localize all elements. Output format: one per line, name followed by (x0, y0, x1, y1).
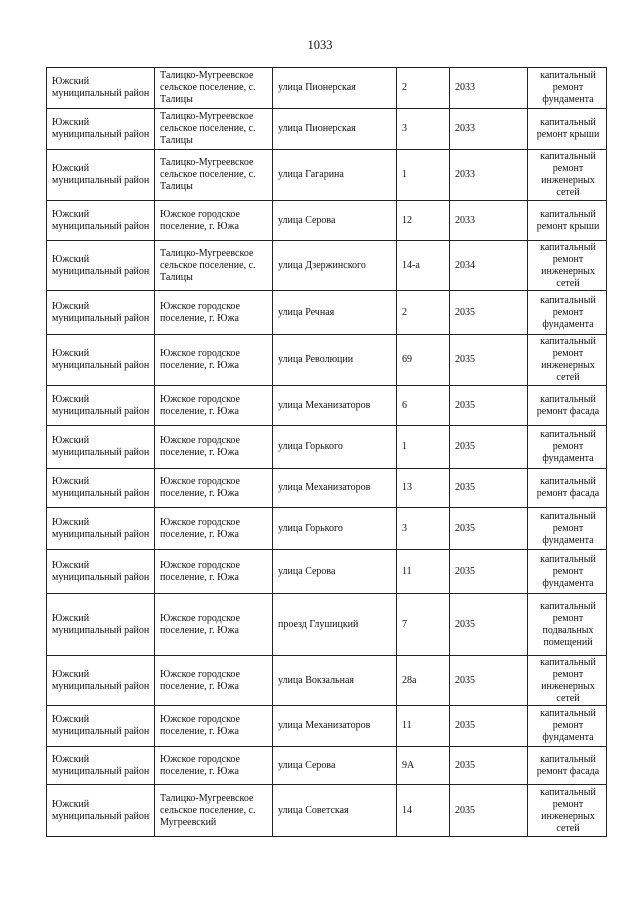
settlement-cell: Южское городское поселение, г. Южа (155, 656, 273, 706)
settlement-cell: Талицко-Мугреевское сельское поселение, с. Мугреевский (155, 785, 273, 837)
settlement-cell: Южское городское поселение, г. Южа (155, 469, 273, 508)
district-cell: Южский муниципальный район (47, 68, 155, 109)
house-number-cell: 6 (397, 386, 450, 426)
street-cell: улица Дзержинского (273, 241, 397, 291)
year-cell: 2035 (450, 656, 528, 706)
table-row (47, 785, 607, 837)
settlement-cell: Южское городское поселение, г. Южа (155, 426, 273, 469)
table-row (47, 469, 607, 508)
settlement-cell: Южское городское поселение, г. Южа (155, 335, 273, 386)
settlement-cell: Южское городское поселение, г. Южа (155, 747, 273, 785)
repair-type-cell: капитальный ремонт фундамента (528, 426, 607, 469)
district-cell: Южский муниципальный район (47, 201, 155, 241)
house-number-cell: 7 (397, 594, 450, 656)
house-number-cell: 3 (397, 508, 450, 550)
repair-type-cell: капитальный ремонт инженерных сетей (528, 335, 607, 386)
district-cell: Южский муниципальный район (47, 335, 155, 386)
year-cell: 2035 (450, 469, 528, 508)
table-row (47, 656, 607, 706)
year-cell: 2033 (450, 201, 528, 241)
district-cell: Южский муниципальный район (47, 426, 155, 469)
table-row (47, 201, 607, 241)
street-cell: улица Горького (273, 508, 397, 550)
table-row (47, 291, 607, 335)
house-number-cell: 2 (397, 68, 450, 109)
year-cell: 2035 (450, 550, 528, 594)
repair-type-cell: капитальный ремонт фасада (528, 386, 607, 426)
year-cell: 2035 (450, 785, 528, 837)
house-number-cell: 69 (397, 335, 450, 386)
repair-type-cell: капитальный ремонт фасада (528, 469, 607, 508)
district-cell: Южский муниципальный район (47, 150, 155, 201)
house-number-cell: 9А (397, 747, 450, 785)
street-cell: улица Советская (273, 785, 397, 837)
table-row (47, 594, 607, 656)
district-cell: Южский муниципальный район (47, 386, 155, 426)
district-cell: Южский муниципальный район (47, 706, 155, 747)
table-row (47, 426, 607, 469)
settlement-cell: Южское городское поселение, г. Южа (155, 386, 273, 426)
settlement-cell: Талицко-Мугреевское сельское поселение, с. Талицы (155, 68, 273, 109)
district-cell: Южский муниципальный район (47, 241, 155, 291)
repair-type-cell: капитальный ремонт фасада (528, 747, 607, 785)
street-cell: улица Серова (273, 201, 397, 241)
repair-schedule-table (46, 67, 607, 837)
district-cell: Южский муниципальный район (47, 469, 155, 508)
repair-type-cell: капитальный ремонт фундамента (528, 291, 607, 335)
year-cell: 2033 (450, 150, 528, 201)
street-cell: улица Революции (273, 335, 397, 386)
page-number: 1033 (307, 38, 333, 52)
year-cell: 2035 (450, 747, 528, 785)
table-row (47, 150, 607, 201)
street-cell: улица Речная (273, 291, 397, 335)
street-cell: улица Серова (273, 550, 397, 594)
table-row (47, 241, 607, 291)
street-cell: улица Вокзальная (273, 656, 397, 706)
district-cell: Южский муниципальный район (47, 508, 155, 550)
house-number-cell: 1 (397, 426, 450, 469)
year-cell: 2033 (450, 109, 528, 150)
street-cell: улица Серова (273, 747, 397, 785)
table-row (47, 508, 607, 550)
settlement-cell: Южское городское поселение, г. Южа (155, 550, 273, 594)
street-cell: улица Пионерская (273, 68, 397, 109)
year-cell: 2035 (450, 335, 528, 386)
repair-type-cell: капитальный ремонт фундамента (528, 550, 607, 594)
street-cell: проезд Глушицкий (273, 594, 397, 656)
street-cell: улица Механизаторов (273, 469, 397, 508)
district-cell: Южский муниципальный район (47, 785, 155, 837)
table-row (47, 747, 607, 785)
district-cell: Южский муниципальный район (47, 550, 155, 594)
repair-type-cell: капитальный ремонт инженерных сетей (528, 150, 607, 201)
repair-type-cell: капитальный ремонт фундамента (528, 68, 607, 109)
settlement-cell: Южское городское поселение, г. Южа (155, 706, 273, 747)
table-row (47, 335, 607, 386)
house-number-cell: 13 (397, 469, 450, 508)
settlement-cell: Талицко-Мугреевское сельское поселение, с. Талицы (155, 109, 273, 150)
table-row (47, 550, 607, 594)
house-number-cell: 1 (397, 150, 450, 201)
table-row (47, 109, 607, 150)
year-cell: 2034 (450, 241, 528, 291)
house-number-cell: 14-а (397, 241, 450, 291)
year-cell: 2035 (450, 706, 528, 747)
settlement-cell: Талицко-Мугреевское сельское поселение, с. Талицы (155, 241, 273, 291)
district-cell: Южский муниципальный район (47, 109, 155, 150)
house-number-cell: 14 (397, 785, 450, 837)
settlement-cell: Южское городское поселение, г. Южа (155, 201, 273, 241)
year-cell: 2035 (450, 508, 528, 550)
street-cell: улица Гагарина (273, 150, 397, 201)
district-cell: Южский муниципальный район (47, 747, 155, 785)
repair-type-cell: капитальный ремонт фундамента (528, 706, 607, 747)
street-cell: улица Механизаторов (273, 706, 397, 747)
repair-type-cell: капитальный ремонт фундамента (528, 508, 607, 550)
street-cell: улица Механизаторов (273, 386, 397, 426)
year-cell: 2035 (450, 594, 528, 656)
house-number-cell: 12 (397, 201, 450, 241)
repair-type-cell: капитальный ремонт инженерных сетей (528, 241, 607, 291)
table-row (47, 386, 607, 426)
house-number-cell: 2 (397, 291, 450, 335)
year-cell: 2035 (450, 426, 528, 469)
year-cell: 2035 (450, 386, 528, 426)
house-number-cell: 3 (397, 109, 450, 150)
district-cell: Южский муниципальный район (47, 291, 155, 335)
table-row (47, 706, 607, 747)
district-cell: Южский муниципальный район (47, 594, 155, 656)
year-cell: 2033 (450, 68, 528, 109)
repair-type-cell: капитальный ремонт инженерных сетей (528, 656, 607, 706)
settlement-cell: Южское городское поселение, г. Южа (155, 508, 273, 550)
house-number-cell: 11 (397, 550, 450, 594)
street-cell: улица Пионерская (273, 109, 397, 150)
year-cell: 2035 (450, 291, 528, 335)
repair-type-cell: капитальный ремонт подвальных помещений (528, 594, 607, 656)
repair-type-cell: капитальный ремонт крыши (528, 109, 607, 150)
settlement-cell: Талицко-Мугреевское сельское поселение, с. Талицы (155, 150, 273, 201)
settlement-cell: Южское городское поселение, г. Южа (155, 594, 273, 656)
district-cell: Южский муниципальный район (47, 656, 155, 706)
table-row (47, 68, 607, 109)
house-number-cell: 11 (397, 706, 450, 747)
settlement-cell: Южское городское поселение, г. Южа (155, 291, 273, 335)
house-number-cell: 28а (397, 656, 450, 706)
street-cell: улица Горького (273, 426, 397, 469)
repair-type-cell: капитальный ремонт инженерных сетей (528, 785, 607, 837)
table-body (47, 68, 607, 837)
repair-type-cell: капитальный ремонт крыши (528, 201, 607, 241)
